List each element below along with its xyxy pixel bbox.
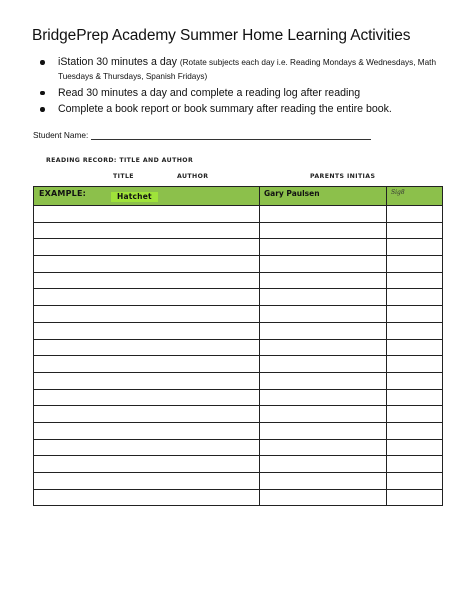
activity-item xyxy=(38,102,443,116)
table-row xyxy=(34,473,443,490)
activity-text: iStation 30 minutes a day xyxy=(58,56,177,68)
initials-cell[interactable] xyxy=(387,356,443,373)
activity-list xyxy=(38,55,443,119)
initials-cell[interactable] xyxy=(387,239,443,256)
title-cell[interactable] xyxy=(34,206,260,223)
table-row xyxy=(34,339,443,356)
author-cell[interactable] xyxy=(260,272,387,289)
initials-cell[interactable] xyxy=(387,489,443,506)
author-cell[interactable] xyxy=(260,456,387,473)
title-cell[interactable] xyxy=(34,356,260,373)
initials-cell[interactable] xyxy=(387,473,443,490)
author-cell[interactable] xyxy=(260,206,387,223)
author-cell[interactable] xyxy=(260,289,387,306)
table-row xyxy=(34,289,443,306)
initials-cell[interactable] xyxy=(387,222,443,239)
table-row xyxy=(34,222,443,239)
activity-note: (Rotate subjects each day i.e. Reading Mondays & Wednesdays, Math Tuesdays & Thursdays, Spanish Fridays) xyxy=(58,58,436,81)
table-row xyxy=(34,456,443,473)
initials-cell[interactable] xyxy=(387,272,443,289)
column-label-title: TITLE xyxy=(113,173,134,180)
table-row xyxy=(34,406,443,423)
example-row xyxy=(34,187,443,206)
author-cell[interactable] xyxy=(260,356,387,373)
title-cell[interactable] xyxy=(34,339,260,356)
activity-item xyxy=(38,86,443,100)
author-cell[interactable] xyxy=(260,489,387,506)
title-cell[interactable] xyxy=(34,439,260,456)
initials-cell[interactable] xyxy=(387,439,443,456)
author-cell[interactable] xyxy=(260,222,387,239)
table-row xyxy=(34,306,443,323)
author-cell[interactable] xyxy=(260,339,387,356)
reading-log-table xyxy=(33,186,443,506)
table-row xyxy=(34,489,443,506)
title-cell[interactable] xyxy=(34,222,260,239)
title-cell[interactable] xyxy=(34,473,260,490)
table-row xyxy=(34,322,443,339)
example-label: EXAMPLE: xyxy=(39,189,87,198)
initials-cell[interactable] xyxy=(387,306,443,323)
initials-cell[interactable] xyxy=(387,322,443,339)
bullet-icon xyxy=(40,60,45,65)
page-title: BridgePrep Academy Summer Home Learning Activities xyxy=(32,27,411,44)
column-label-parents: PARENTS INITIAS xyxy=(310,173,376,180)
title-cell[interactable] xyxy=(34,239,260,256)
activity-text: Read 30 minutes a day and complete a reading log after reading xyxy=(58,86,361,99)
initials-cell[interactable] xyxy=(387,256,443,273)
activity-text: Complete a book report or book summary after reading the entire book. xyxy=(58,103,392,115)
bullet-icon xyxy=(40,107,45,112)
author-cell[interactable] xyxy=(260,422,387,439)
example-author-cell xyxy=(260,187,387,206)
table-row xyxy=(34,439,443,456)
title-cell[interactable] xyxy=(34,289,260,306)
student-name-line[interactable] xyxy=(91,131,371,140)
author-cell[interactable] xyxy=(260,439,387,456)
author-cell[interactable] xyxy=(260,372,387,389)
table-row xyxy=(34,389,443,406)
student-name-label: Student Name: xyxy=(33,130,89,140)
example-author: Gary Paulsen xyxy=(264,189,320,198)
initials-cell[interactable] xyxy=(387,456,443,473)
author-cell[interactable] xyxy=(260,239,387,256)
initials-cell[interactable] xyxy=(387,389,443,406)
table-row xyxy=(34,372,443,389)
initials-cell[interactable] xyxy=(387,289,443,306)
author-cell[interactable] xyxy=(260,473,387,490)
author-cell[interactable] xyxy=(260,389,387,406)
reading-record-heading: READING RECORD: TITLE AND AUTHOR xyxy=(46,157,194,164)
title-cell[interactable] xyxy=(34,322,260,339)
example-book-title: Hatchet xyxy=(111,192,158,202)
initials-cell[interactable] xyxy=(387,339,443,356)
title-cell[interactable] xyxy=(34,389,260,406)
title-cell[interactable] xyxy=(34,306,260,323)
title-cell[interactable] xyxy=(34,272,260,289)
title-cell[interactable] xyxy=(34,372,260,389)
student-name-field xyxy=(33,130,371,140)
author-cell[interactable] xyxy=(260,322,387,339)
table-row xyxy=(34,272,443,289)
author-cell[interactable] xyxy=(260,256,387,273)
title-cell[interactable] xyxy=(34,422,260,439)
column-label-author: AUTHOR xyxy=(177,173,209,180)
table-row xyxy=(34,239,443,256)
initials-cell[interactable] xyxy=(387,372,443,389)
title-cell[interactable] xyxy=(34,406,260,423)
activity-item xyxy=(38,55,443,83)
table-row xyxy=(34,422,443,439)
example-initials-cell xyxy=(387,187,443,206)
initials-cell[interactable] xyxy=(387,422,443,439)
table-row xyxy=(34,256,443,273)
table-row xyxy=(34,356,443,373)
example-initials: Sig8 xyxy=(391,189,405,196)
bullet-icon xyxy=(40,91,45,96)
author-cell[interactable] xyxy=(260,306,387,323)
example-title-cell xyxy=(34,187,260,206)
initials-cell[interactable] xyxy=(387,406,443,423)
author-cell[interactable] xyxy=(260,406,387,423)
title-cell[interactable] xyxy=(34,489,260,506)
initials-cell[interactable] xyxy=(387,206,443,223)
title-cell[interactable] xyxy=(34,456,260,473)
title-cell[interactable] xyxy=(34,256,260,273)
table-row xyxy=(34,206,443,223)
